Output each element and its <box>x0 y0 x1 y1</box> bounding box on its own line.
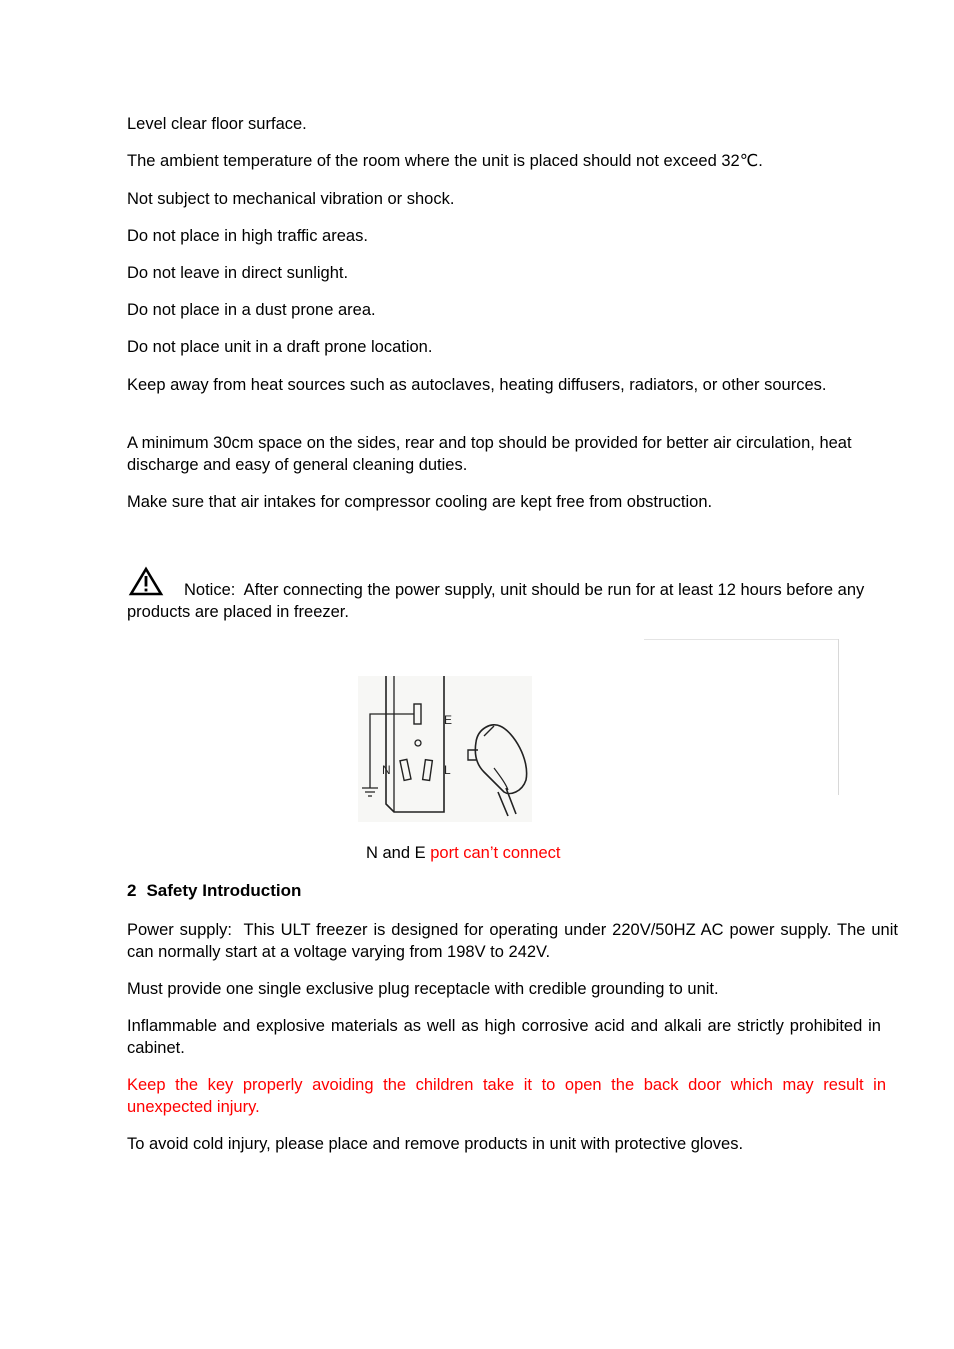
notice-text: After connecting the power supply, unit should be run for at least 12 hours before any products are placed in freezer. <box>127 581 865 621</box>
paragraph-dust: Do not place in a dust prone area. <box>127 301 376 319</box>
paragraph-vibration: Not subject to mechanical vibration or shock. <box>127 190 455 208</box>
paragraph-inflammable: Inflammable and explosive materials as well as high corrosive acid and alkali are strictly prohibited in cabinet. <box>127 1017 881 1057</box>
section-title: Safety Introduction <box>146 881 302 900</box>
paragraph-floor: Level clear floor surface. <box>127 115 307 133</box>
paragraph-power-supply <box>127 919 898 963</box>
figure-caption <box>366 842 766 864</box>
label-l: L <box>444 763 451 777</box>
power-text: This ULT freezer is designed for operating under 220V/50HZ AC power supply. The unit can normally start at a voltage varying from 198V to 242V. <box>127 921 898 961</box>
section-heading <box>127 880 887 902</box>
label-n: N <box>382 763 391 777</box>
paragraph-traffic: Do not place in high traffic areas. <box>127 227 368 245</box>
notice-paragraph <box>127 579 897 623</box>
paragraph-spacing: A minimum 30cm space on the sides, rear and top should be provided for better air circulation, heat discharge and easy of general cleaning duties. <box>127 434 852 474</box>
socket-plug-diagram <box>358 676 532 822</box>
caption-black: N and E <box>366 844 431 862</box>
paragraph-temperature: The ambient temperature of the room where the unit is placed should not exceed 32℃. <box>127 152 763 170</box>
figure-frame-top <box>644 639 839 640</box>
figure-frame-right <box>838 639 839 795</box>
section-number: 2 <box>127 881 137 900</box>
paragraph-sunlight: Do not leave in direct sunlight. <box>127 264 349 282</box>
notice-label: Notice: <box>184 581 236 599</box>
paragraph-heat-sources: Keep away from heat sources such as autoclaves, heating diffusers, radiators, or other sources. <box>127 376 827 394</box>
caption-red: port can’t connect <box>430 844 561 862</box>
power-label: Power supply: <box>127 921 232 939</box>
paragraph-cold-injury: To avoid cold injury, please place and remove products in unit with protective gloves. <box>127 1135 744 1153</box>
paragraph-receptacle: Must provide one single exclusive plug receptacle with credible grounding to unit. <box>127 980 719 998</box>
paragraph-draft: Do not place unit in a draft prone location. <box>127 338 433 356</box>
paragraph-key-warning: Keep the key properly avoiding the children take it to open the back door which may result in unexpected injury. <box>127 1076 886 1116</box>
label-e: E <box>444 713 453 727</box>
paragraph-air-intakes: Make sure that air intakes for compressor cooling are kept free from obstruction. <box>127 493 713 511</box>
